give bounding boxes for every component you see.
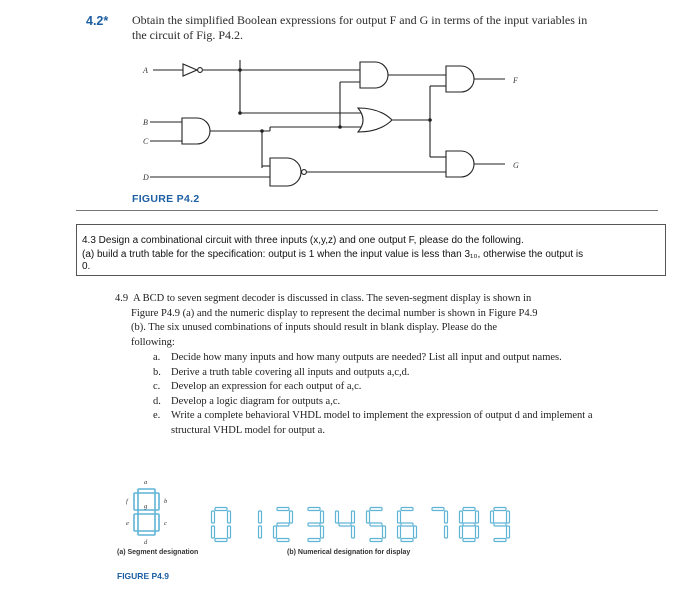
problem-43-line-1: 4.3 Design a combinational circuit with three inputs (x,y,z) and one output F, please do the following. bbox=[82, 235, 524, 246]
segment-label-e: e bbox=[126, 520, 129, 527]
digit-0-segment-d bbox=[215, 539, 227, 542]
digit-4-segment-c bbox=[352, 526, 355, 538]
digit-5-segment-d bbox=[370, 539, 382, 542]
digit-8-segment-g bbox=[463, 523, 475, 526]
segment-label-b: b bbox=[164, 498, 168, 505]
digit-6-segment-c bbox=[414, 526, 417, 538]
figure-p49-label: FIGURE P4.9 bbox=[117, 571, 169, 581]
digit-9-segment-a bbox=[494, 508, 506, 511]
problem-49-item-list bbox=[115, 351, 615, 438]
digit-9 bbox=[491, 508, 510, 542]
digit-6-segment-f bbox=[398, 511, 401, 523]
problem-43-line-2: (a) build a truth table for the specification: output is 1 when the input value is less than 3₁₀, otherwise the output is bbox=[82, 249, 584, 260]
digit-2-segment-a bbox=[277, 508, 289, 511]
digit-3-segment-b bbox=[321, 511, 324, 523]
digit-5-segment-a bbox=[370, 508, 382, 511]
digit-8 bbox=[460, 508, 479, 542]
segment-b bbox=[155, 493, 159, 510]
segment-label-g: g bbox=[144, 503, 148, 510]
digit-9-segment-f bbox=[491, 511, 494, 523]
digit-7-segment-c bbox=[445, 526, 448, 538]
segment-f bbox=[134, 493, 138, 510]
digit-9-segment-b bbox=[507, 511, 510, 523]
input-label-b: B bbox=[143, 118, 148, 127]
segment-designation-figure bbox=[108, 475, 188, 550]
digit-1-segment-b bbox=[259, 511, 262, 523]
digit-8-segment-e bbox=[460, 526, 463, 538]
problem-42-number: 4.2* bbox=[86, 14, 109, 28]
digit-3 bbox=[308, 508, 324, 542]
segment-e bbox=[134, 514, 138, 531]
list-item: a. Decide how many inputs and how many outputs are needed? List all input and output names. bbox=[153, 352, 562, 363]
digit-2 bbox=[274, 508, 293, 542]
problem-49 bbox=[115, 292, 615, 438]
digit-0-segment-a bbox=[215, 508, 227, 511]
digit-4 bbox=[336, 511, 355, 538]
and-gate-f bbox=[446, 66, 474, 92]
problem-49-intro-first bbox=[115, 292, 615, 307]
list-item: b. Derive a truth table covering all inputs and outputs a,c,d. bbox=[153, 366, 410, 378]
problem-43-line-3: 0. bbox=[82, 261, 91, 272]
digit-5-segment-g bbox=[370, 523, 382, 526]
digit-8-segment-a bbox=[463, 508, 475, 511]
list-item: e. Write a complete behavioral VHDL model to implement the expression of output d and implement a structural VHDL model for output a. bbox=[153, 410, 593, 436]
digit-3-segment-a bbox=[308, 508, 320, 511]
digit-3-segment-g bbox=[308, 523, 320, 526]
input-label-c: C bbox=[143, 137, 149, 146]
digit-6-segment-d bbox=[401, 539, 413, 542]
digit-1-segment-c bbox=[259, 526, 262, 538]
digit-7 bbox=[432, 508, 448, 539]
digit-1 bbox=[259, 511, 262, 538]
or-gate-mid bbox=[358, 108, 392, 132]
problem-49-intro-line-3: (b). The six unused combinations of inputs should result in blank display. Please do the bbox=[131, 322, 497, 333]
output-label-g: G bbox=[513, 161, 519, 170]
section-divider bbox=[76, 210, 658, 211]
digit-8-segment-d bbox=[463, 539, 475, 542]
digit-5-segment-c bbox=[383, 526, 386, 538]
problem-49-number: 4.9 bbox=[115, 293, 129, 304]
problem-49-intro-line-4: following: bbox=[131, 336, 175, 348]
segment-label-c: c bbox=[164, 520, 167, 527]
segment-a bbox=[138, 489, 155, 493]
list-item: d. Develop a logic diagram for outputs a,c. bbox=[153, 395, 341, 407]
digit-0-segment-e bbox=[212, 526, 215, 538]
output-label-f: F bbox=[513, 76, 518, 85]
input-label-d: D bbox=[143, 173, 149, 182]
problem-49-intro-line-1: A BCD to seven segment decoder is discussed in class. The seven-segment display is shown in bbox=[133, 293, 532, 304]
digit-8-segment-b bbox=[476, 511, 479, 523]
digit-0-segment-c bbox=[228, 526, 231, 538]
list-item: c. Develop an expression for each output of a,c. bbox=[153, 381, 362, 392]
logic-circuit-diagram bbox=[120, 48, 540, 188]
digit-2-segment-b bbox=[290, 511, 293, 523]
numeric-display-figure bbox=[205, 505, 525, 545]
segment-label-f: f bbox=[126, 498, 128, 505]
segment-label-a: a bbox=[144, 479, 148, 486]
digit-8-segment-f bbox=[460, 511, 463, 523]
inverter-a bbox=[183, 64, 197, 76]
input-label-a: A bbox=[143, 66, 148, 75]
digit-4-segment-b bbox=[352, 511, 355, 523]
digit-8-segment-c bbox=[476, 526, 479, 538]
problem-42-text: Obtain the simplified Boolean expressions for output F and G in terms of the input variables in the circuit of Fig. P4.2. bbox=[132, 13, 588, 42]
digit-4-segment-f bbox=[336, 511, 339, 523]
digit-6-segment-a bbox=[401, 508, 413, 511]
caption-segment-designation: (a) Segment designation bbox=[117, 549, 199, 556]
digit-0-segment-f bbox=[212, 511, 215, 523]
segment-d bbox=[138, 531, 155, 535]
and-gate-bc bbox=[182, 118, 210, 144]
digit-0 bbox=[212, 508, 231, 542]
digit-5 bbox=[367, 508, 386, 542]
figure-p42-label: FIGURE P4.2 bbox=[132, 193, 200, 205]
and-gate-1 bbox=[360, 62, 388, 88]
digit-7-segment-a bbox=[432, 508, 444, 511]
digit-2-segment-e bbox=[274, 526, 277, 538]
and-gate-d bbox=[270, 158, 301, 186]
digit-9-segment-d bbox=[494, 539, 506, 542]
digit-9-segment-g bbox=[494, 523, 506, 526]
digit-9-segment-c bbox=[507, 526, 510, 538]
digit-5-segment-f bbox=[367, 511, 370, 523]
caption-numerical-designation: (b) Numerical designation for display bbox=[287, 549, 411, 556]
digit-3-segment-d bbox=[308, 539, 320, 542]
digit-2-segment-d bbox=[277, 539, 289, 542]
digit-6-segment-e bbox=[398, 526, 401, 538]
digit-3-segment-c bbox=[321, 526, 324, 538]
digit-0-segment-b bbox=[228, 511, 231, 523]
digit-6-segment-g bbox=[401, 523, 413, 526]
digit-7-segment-b bbox=[445, 511, 448, 523]
segment-label-d: d bbox=[144, 539, 148, 546]
segment-g bbox=[138, 510, 155, 514]
and-gate-g bbox=[446, 151, 474, 177]
digit-4-segment-g bbox=[339, 523, 351, 526]
digit-2-segment-g bbox=[277, 523, 289, 526]
segment-c bbox=[155, 514, 159, 531]
problem-49-intro-line-2: Figure P4.9 (a) and the numeric display to represent the decimal number is shown in Figure P4.9 bbox=[131, 307, 538, 319]
digit-6 bbox=[398, 508, 417, 542]
